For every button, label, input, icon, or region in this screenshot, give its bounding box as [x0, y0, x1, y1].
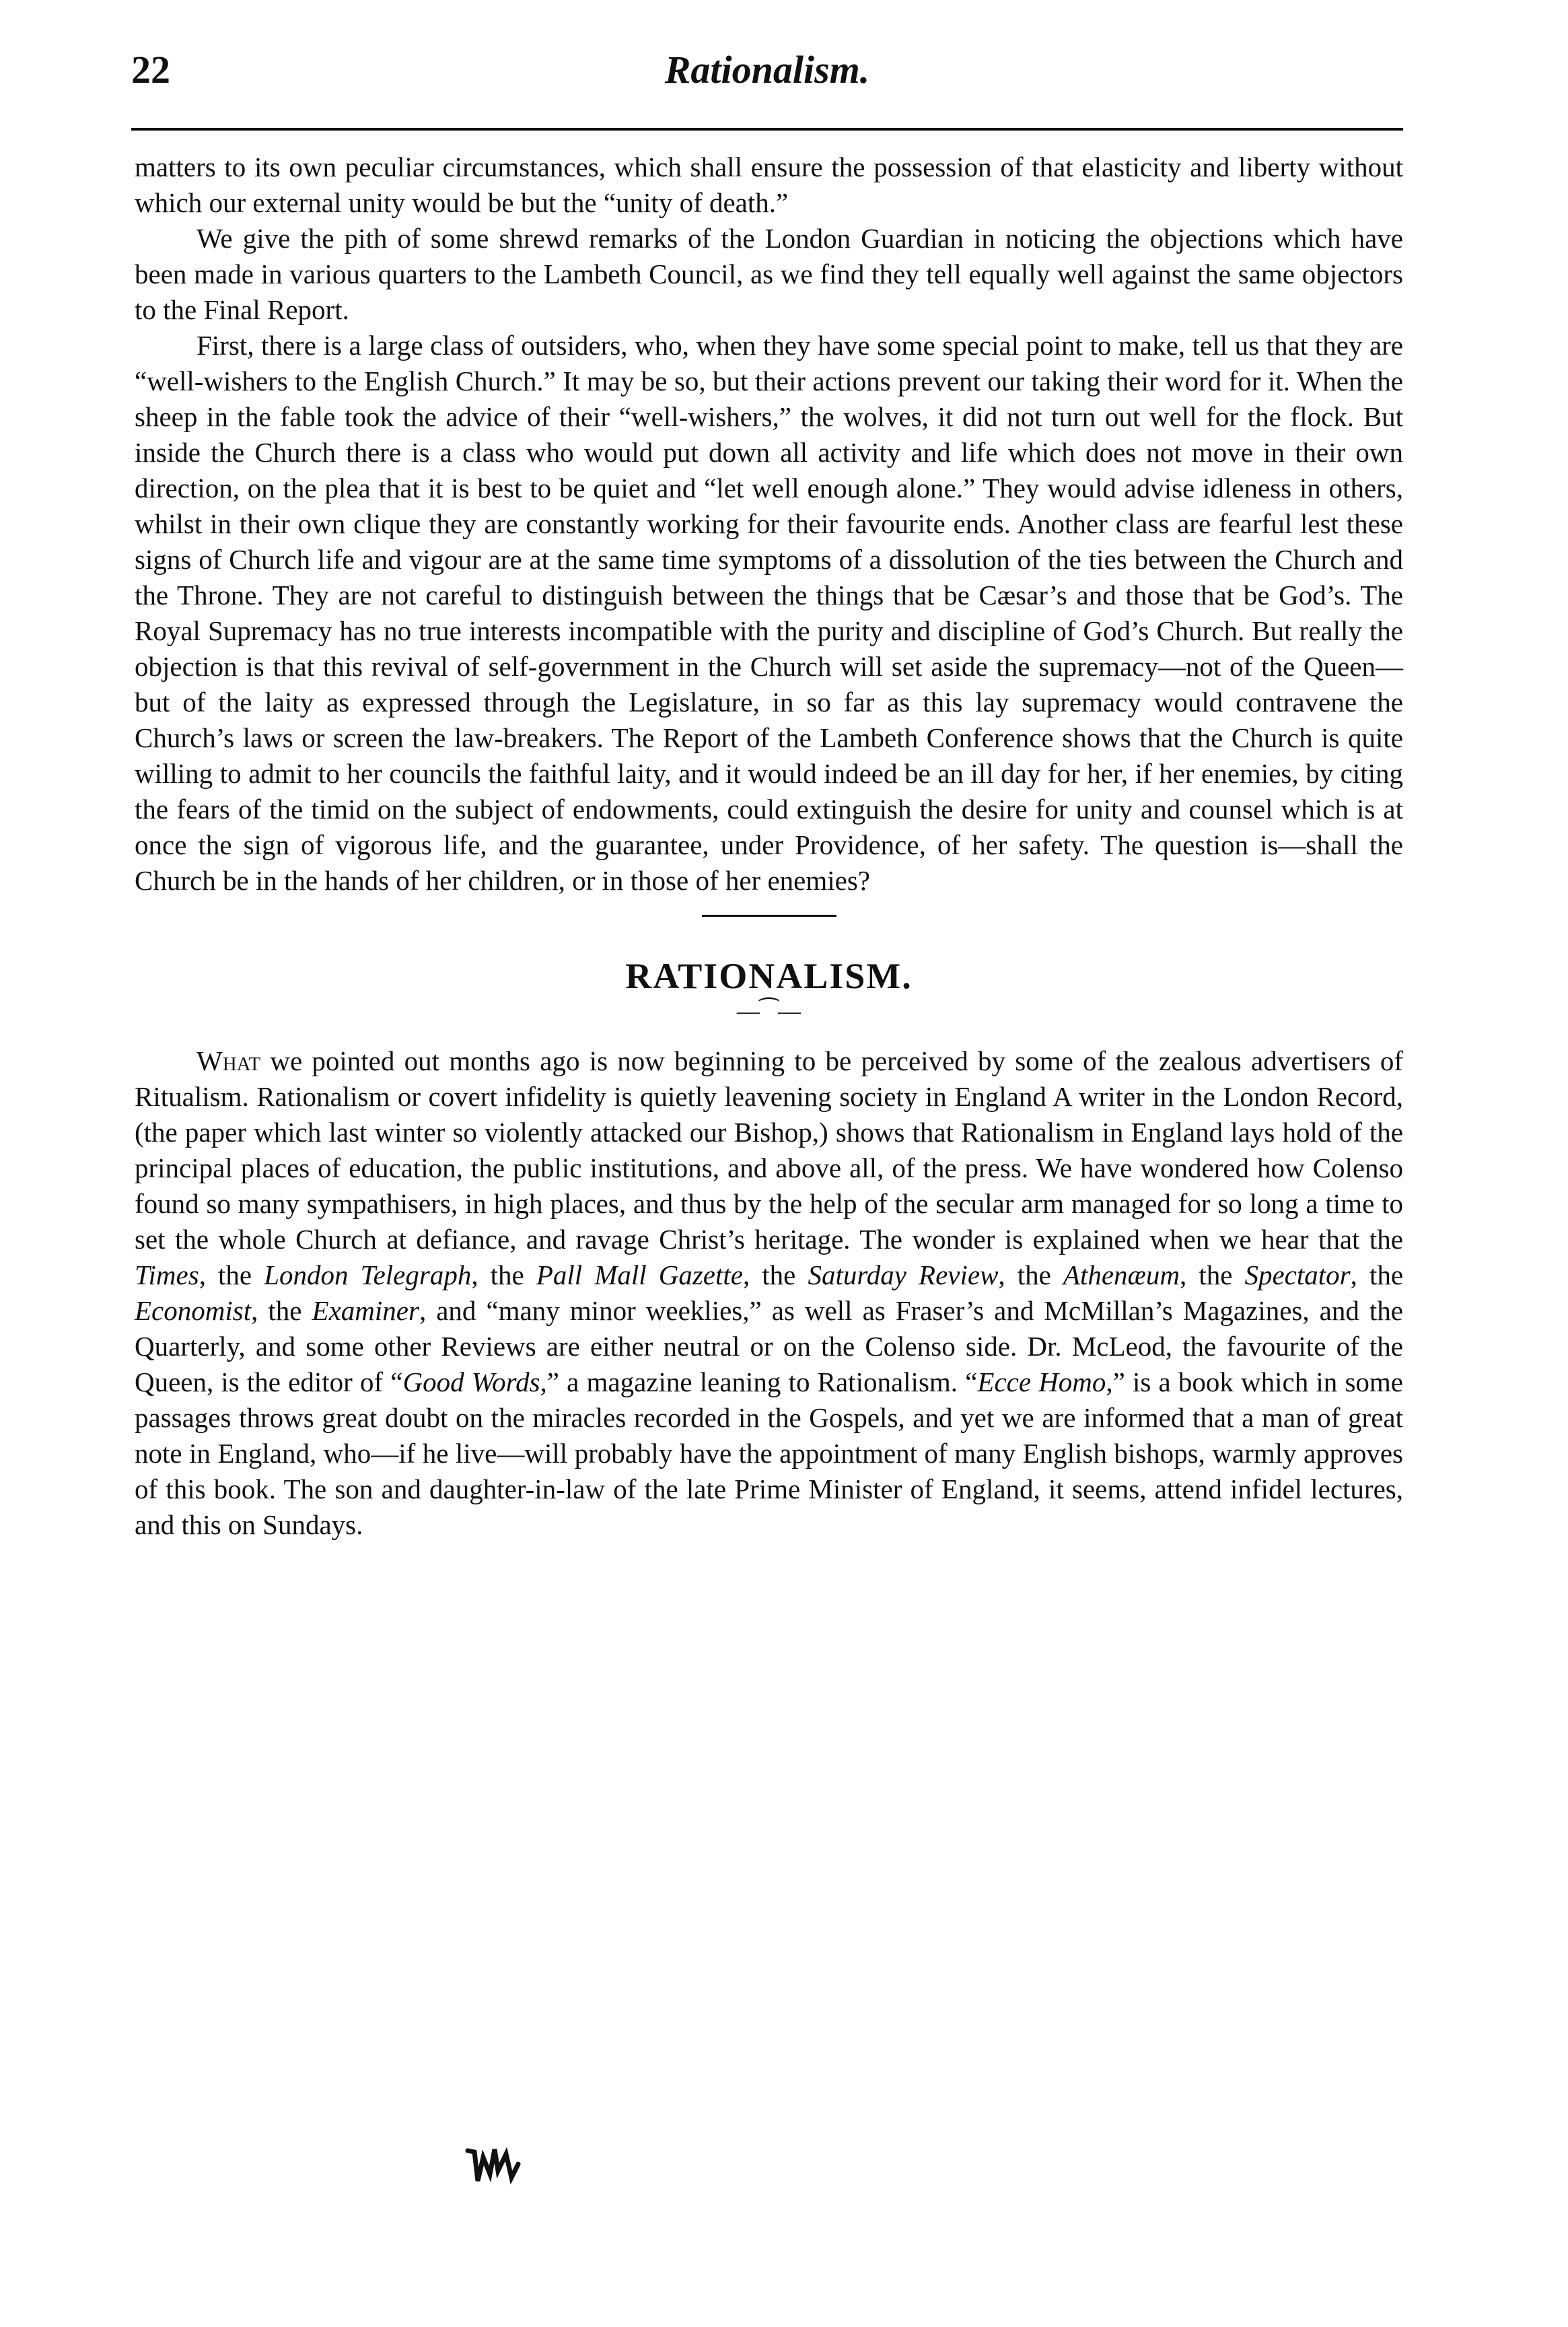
running-title: Rationalism.: [664, 48, 870, 92]
body-text: ,” a magazine leaning to Rationalism. “: [540, 1366, 978, 1397]
body-text: , the: [251, 1295, 312, 1326]
body-text: , and “many minor weeklies,” as well as Fraser’s and McMillan’s Magazines, and the Quarterly, and some other Reviews are either neutral or on the Colenso side. Dr. McLeod, the favourite of the Queen, is the editor of “: [135, 1295, 1403, 1397]
title-ecce-homo: Ecce Homo: [977, 1366, 1106, 1397]
rationalism-paragraph: [135, 1043, 1403, 1543]
section-separator-rule: [702, 915, 836, 917]
body-text: , the: [742, 1259, 808, 1290]
continued-paragraph: matters to its own peculiar circumstances, which shall ensure the possession of that elasticity and liberty without which our external unity would be but the “unity of death.”: [135, 151, 1403, 218]
title-spectator: Spectator: [1244, 1259, 1351, 1290]
title-pall-mall-gazette: Pall Mall Gazette: [536, 1259, 743, 1290]
guardian-intro-paragraph: We give the pith of some shrewd remarks of the London Guardian in noticing the objections which have been made in various quarters to the Lambeth Council, as we find they tell equally well against the same objectors to the Final Report.: [135, 223, 1403, 325]
guardian-remarks-paragraph: First, there is a large class of outsiders, who, when they have some special point to make, tell us that they are “well-wishers to the English Church.” It may be so, but their actions prevent our taking their word for it. When the sheep in the fable took the advice of their “well-wishers,” the wolves, it did not turn out well for the flock. But inside the Church there is a class who would put down all activity and life which does not move in their own direction, on the plea that it is best to be quiet and “let well enough alone.” They would advise idleness in others, whilst in their own clique they are constantly working for their favourite ends. Another class are fearful lest these signs of Church life and vigour are at the same time symptoms of a dissolution of the ties between the Church and the Throne. They are not careful to distinguish between the things that be Cæsar’s and those that be God’s. The Royal Supremacy has no true interests incompatible with the purity and discipline of God’s Church. But really the objection is that this revival of self-government in the Church will set aside the supremacy—not of the Queen—but of the laity as expressed through the Legislature, in so far as this lay supremacy would contravene the Church’s laws or screen the law-breakers. The Report of the Lambeth Conference shows that the Church is quite willing to admit to her councils the faithful laity, and it would indeed be an ill day for her, if her enemies, by citing the fears of the timid on the subject of endowments, could extinguish the desire for unity and counsel which is at once the sign of vigorous life, and the guarantee, under Providence, of her safety. The question is—shall the Church be in the hands of her children, or in those of her enemies?: [135, 330, 1403, 896]
page-header: [131, 47, 1403, 111]
title-economist: Economist: [135, 1295, 252, 1326]
header-rule: [131, 128, 1403, 131]
ink-smudge-mark: [464, 2144, 525, 2184]
title-examiner: Examiner: [312, 1295, 419, 1326]
body-text: , the: [998, 1259, 1063, 1290]
body-text: we pointed out months ago is now beginning to be perceived by some of the zealous advertisers of Ritualism. Rationalism or covert infidelity is quietly leavening society in England A writer in the London Record, (the paper which last winter so violently attacked our Bishop,) shows that Rationalism in England lays hold of the principal places of education, the public institutions, and above all, of the press. We have wondered how Colenso found so many sympathisers, in high places, and thus by the help of the secular arm managed for so long a time to set the whole Church at defiance, and ravage Christ’s heritage. The wonder is explained when we hear that the: [135, 1045, 1403, 1255]
lead-word: What: [197, 1045, 261, 1076]
body-text: , the: [471, 1259, 536, 1290]
page-number: 22: [131, 48, 170, 92]
body-text: , the: [199, 1259, 264, 1290]
section-heading: RATIONALISM.: [625, 956, 913, 996]
title-athenaeum: Athenæum: [1063, 1259, 1180, 1290]
body-text: , the: [1350, 1259, 1404, 1290]
text-column: [135, 149, 1403, 1543]
body-text: ,” is a book which in some passages throws great doubt on the miracles recorded in the Gospels, and yet we are informed that a man of great note in England, who—if he live—will probably have the appointment of many English bishops, warmly approves of this book. The son and daughter-in-law of the late Prime Minister of England, it seems, attend infidel lectures, and this on Sundays.: [135, 1366, 1404, 1540]
title-good-words: Good Words: [402, 1366, 540, 1397]
heading-flourish: —⁀—: [736, 999, 801, 1024]
title-saturday-review: Saturday Review: [808, 1259, 999, 1290]
body-text: , the: [1180, 1259, 1245, 1290]
title-times: Times: [135, 1259, 199, 1290]
title-london-telegraph: London Telegraph: [264, 1259, 472, 1290]
